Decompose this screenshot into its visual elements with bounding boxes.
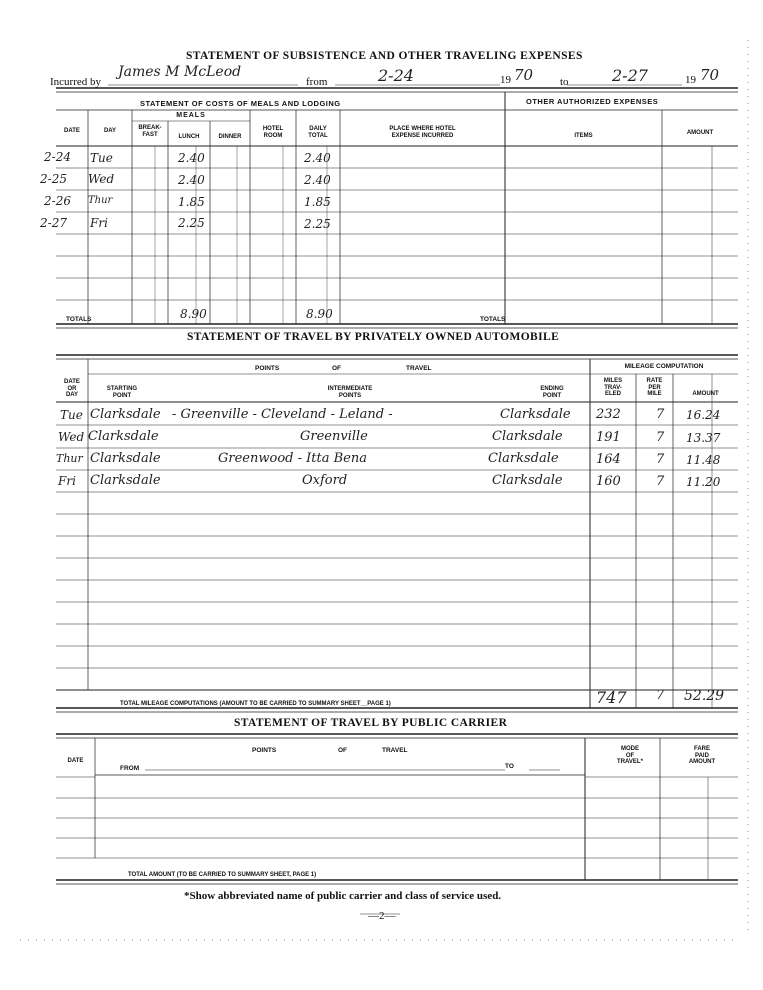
auto-row-rate: 7: [656, 430, 665, 445]
form-title: STATEMENT OF SUBSISTENCE AND OTHER TRAVELING EXPENSES: [186, 50, 583, 62]
meal-row-daily: 2.40: [304, 173, 331, 187]
auto-header-ending: ENDING POINT: [540, 386, 564, 399]
auto-row-intermediate: Oxford: [302, 473, 348, 488]
to-date: 2-27: [612, 66, 648, 85]
auto-row-day: Fri: [58, 474, 76, 488]
auto-total-miles: 747: [596, 688, 627, 707]
other-header-items: ITEMS: [574, 133, 593, 139]
auto-row-amount: 11.48: [686, 453, 721, 467]
auto-row-start: Clarksdale: [90, 473, 161, 488]
meal-row-lunch: 2.25: [178, 216, 205, 230]
auto-row-start: Clarksdale: [90, 407, 161, 422]
auto-row-end: Clarksdale: [492, 473, 563, 488]
public-header-points: POINTS: [252, 747, 277, 754]
meals-header-date: DATE: [64, 128, 80, 134]
public-header-date: DATE: [67, 758, 84, 764]
other-header-amount: AMOUNT: [686, 130, 714, 136]
auto-row-amount: 16.24: [686, 408, 721, 422]
meal-row-day: Fri: [90, 216, 108, 230]
meals-header-breakfast: BREAK- FAST: [138, 125, 162, 138]
public-section-title: STATEMENT OF TRAVEL BY PUBLIC CARRIER: [234, 717, 508, 729]
daily-total: 8.90: [306, 307, 333, 321]
other-totals-label: TOTALS: [480, 316, 506, 323]
auto-total-amount: 52.29: [684, 688, 725, 704]
meal-row-lunch: 2.40: [178, 151, 205, 165]
auto-row-miles: 160: [596, 474, 621, 489]
meal-row-daily: 2.25: [304, 217, 331, 231]
auto-row-end: Clarksdale: [492, 429, 563, 444]
auto-row-start: Clarksdale: [88, 429, 159, 444]
meal-row-day: Tue: [90, 151, 113, 165]
public-header-mode: MODE OF TRAVEL*: [617, 746, 643, 765]
meal-row-daily: 1.85: [304, 195, 331, 209]
from-year: 70: [514, 66, 534, 84]
footnote: *Show abbreviated name of public carrier and class of service used.: [184, 890, 502, 902]
meals-section-title: STATEMENT OF COSTS OF MEALS AND LODGING: [140, 99, 341, 108]
meals-header-hotel: HOTEL ROOM: [262, 126, 284, 139]
auto-header-date-day: DATE OR DAY: [64, 379, 80, 398]
meal-row-lunch: 2.40: [178, 173, 205, 187]
meal-row-day: Thur: [88, 195, 113, 206]
auto-row-intermediate: Greenwood - Itta Bena: [218, 451, 367, 466]
public-total-label: TOTAL AMOUNT (TO BE CARRIED TO SUMMARY SHEET, PAGE 1): [128, 872, 317, 878]
year-prefix-2: 19: [685, 74, 696, 86]
auto-row-day: Tue: [60, 408, 83, 422]
other-expenses-title: OTHER AUTHORIZED EXPENSES: [526, 97, 659, 106]
page-number: —2—: [368, 910, 396, 922]
from-label: from: [306, 76, 328, 88]
auto-header-intermediate: INTERMEDIATE POINTS: [327, 386, 373, 399]
to-label: to: [560, 76, 569, 88]
auto-row-intermediate: - Greenville - Cleveland - Leland -: [172, 407, 393, 422]
auto-row-intermediate: Greenville: [300, 429, 368, 444]
meals-header-meals: MEALS: [176, 112, 206, 119]
auto-row-start: Clarksdale: [90, 451, 161, 466]
meals-header-day: DAY: [103, 128, 117, 134]
auto-header-travel: TRAVEL: [406, 365, 432, 372]
auto-row-amount: 11.20: [686, 475, 721, 489]
year-prefix-1: 19: [500, 74, 511, 86]
meal-row-date: 2-25: [40, 172, 67, 186]
auto-row-day: Wed: [58, 430, 85, 444]
to-year: 70: [700, 66, 720, 84]
auto-row-end: Clarksdale: [488, 451, 559, 466]
auto-section-title: STATEMENT OF TRAVEL BY PRIVATELY OWNED AUTOMOBILE: [187, 331, 560, 343]
meals-totals-label: TOTALS: [66, 316, 92, 323]
auto-header-starting: STARTING POINT: [106, 386, 138, 399]
auto-header-rate: RATE PER MILE: [646, 378, 663, 397]
auto-row-miles: 191: [596, 430, 621, 445]
auto-header-miles: MILES TRAV- ELED: [603, 378, 623, 397]
incurred-by-name: James M McLeod: [118, 64, 242, 80]
meals-header-lunch: LUNCH: [178, 134, 200, 140]
meal-row-date: 2-24: [44, 150, 71, 164]
auto-row-amount: 13.37: [686, 431, 721, 445]
public-header-fare: FARE PAID AMOUNT: [688, 746, 716, 765]
incurred-by-label: Incurred by: [50, 76, 102, 88]
meals-header-dinner: DINNER: [218, 134, 242, 140]
auto-row-miles: 232: [596, 407, 621, 422]
public-header-to: TO: [505, 763, 514, 770]
auto-row-rate: 7: [656, 407, 665, 422]
auto-row-rate: 7: [656, 452, 665, 467]
public-header-of: OF: [338, 747, 348, 754]
public-header-travel: TRAVEL: [382, 747, 408, 754]
auto-header-mileage: MILEAGE COMPUTATION: [624, 363, 704, 370]
meals-header-place: PLACE WHERE HOTEL EXPENSE INCURRED: [389, 126, 456, 139]
auto-row-miles: 164: [596, 452, 621, 467]
auto-row-day: Thur: [56, 452, 83, 465]
public-header-from: FROM: [120, 765, 140, 772]
meals-header-daily: DAILY TOTAL: [308, 126, 328, 139]
auto-header-of: OF: [332, 365, 342, 372]
auto-total-label: TOTAL MILEAGE COMPUTATIONS (AMOUNT TO BE CARRIED TO SUMMARY SHEET__PAGE 1): [120, 701, 391, 707]
meal-row-date: 2-26: [44, 194, 71, 208]
meal-row-date: 2-27: [40, 216, 67, 230]
auto-total-rate: 7: [656, 688, 665, 703]
meal-row-lunch: 1.85: [178, 195, 205, 209]
from-date: 2-24: [378, 66, 414, 85]
auto-row-end: Clarksdale: [500, 407, 571, 422]
lunch-total: 8.90: [180, 307, 207, 321]
auto-row-rate: 7: [656, 474, 665, 489]
auto-header-amount: AMOUNT: [692, 391, 719, 397]
auto-header-points: POINTS: [255, 365, 280, 372]
meal-row-daily: 2.40: [304, 151, 331, 165]
meal-row-day: Wed: [88, 172, 115, 186]
